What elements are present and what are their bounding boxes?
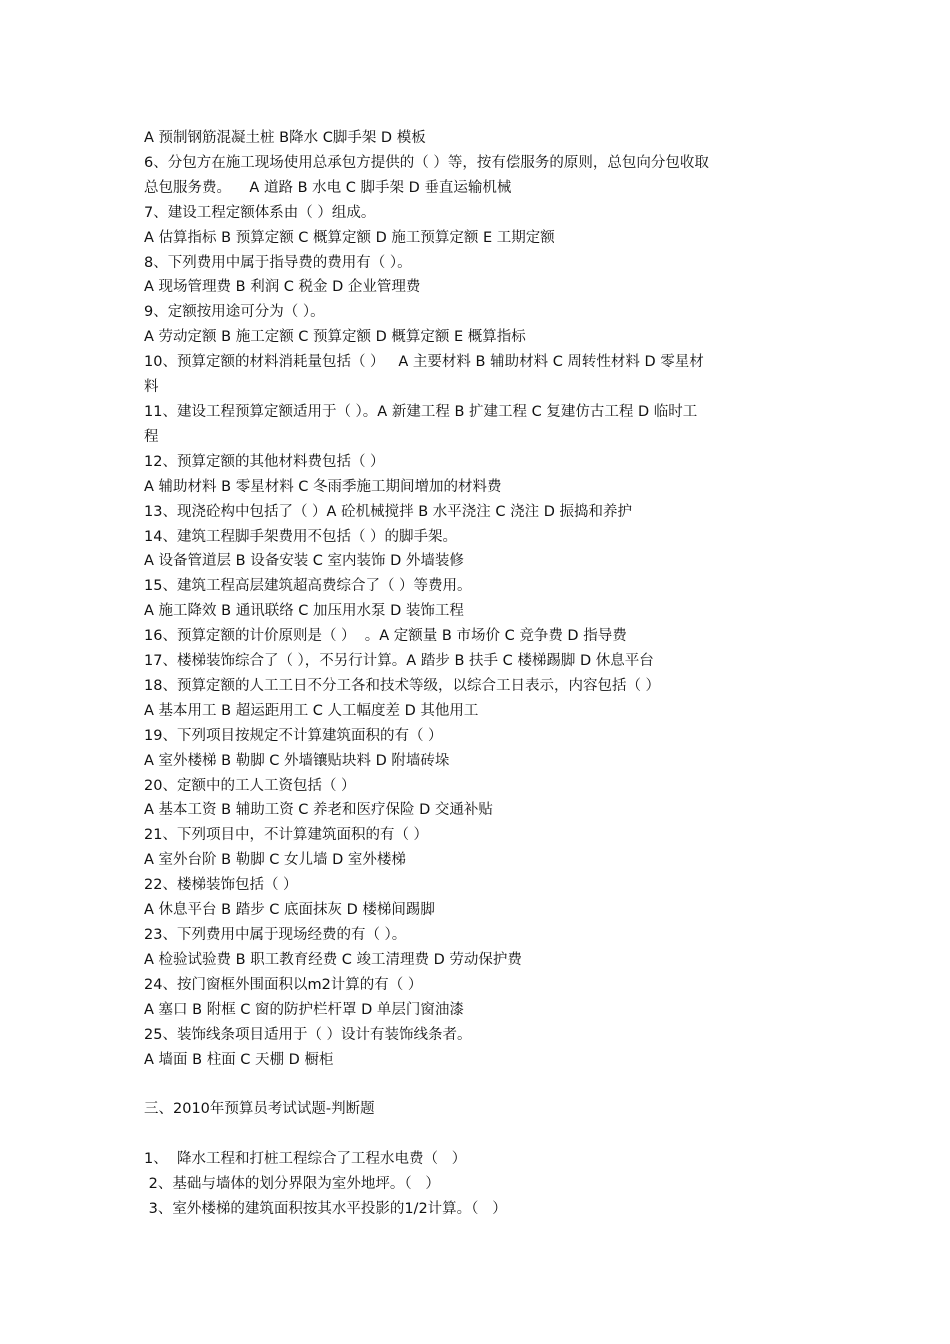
text-line: 17、楼梯装饰综合了（ ），不另行计算。A 踏步 B 扶手 C 楼梯踢脚 D 休息平台 bbox=[144, 653, 654, 670]
text-line: A 现场管理费 B 利润 C 税金 D 企业管理费 bbox=[144, 279, 421, 296]
text-line: 23、下列费用中属于现场经费的有（ ）。 bbox=[144, 927, 407, 943]
text-line: A 预制钢筋混凝土桩 B降水 C脚手架 D 模板 bbox=[144, 130, 426, 146]
text-line: A 设备管道层 B 设备安装 C 室内装饰 D 外墙装修 bbox=[144, 553, 464, 570]
text-line: 12、预算定额的其他材料费包括（ ） bbox=[144, 453, 385, 470]
text-line: 25、装饰线条项目适用于（ ）设计有装饰线条者。 bbox=[144, 1026, 472, 1043]
text-line: A 室外台阶 B 勒脚 C 女儿墙 D 室外楼梯 bbox=[144, 852, 406, 869]
document-body bbox=[144, 126, 804, 1222]
blank-line bbox=[144, 1072, 804, 1097]
text-line: A 塞口 B 附框 C 窗的防护栏杆罩 D 单层门窗油漆 bbox=[144, 1001, 464, 1018]
text-line: A 劳动定额 B 施工定额 C 预算定额 D 概算定额 E 概算指标 bbox=[144, 329, 526, 346]
text-line: A 室外楼梯 B 勒脚 C 外墙镶贴块料 D 附墙砖垛 bbox=[144, 752, 450, 769]
text-line: 16、预算定额的计价原则是（ ） 。A 定额量 B 市场价 C 竞争费 D 指导费 bbox=[144, 628, 627, 645]
text-line: A 辅助材料 B 零星材料 C 冬雨季施工期间增加的材料费 bbox=[144, 478, 502, 495]
text-line: 10、预算定额的材料消耗量包括（ ） A 主要材料 B 辅助材料 C 周转性材料 D 零星材 bbox=[144, 354, 704, 371]
text-line: A 施工降效 B 通讯联络 C 加压用水泵 D 装饰工程 bbox=[144, 603, 464, 620]
text-line: 11、建设工程预算定额适用于（ ）。A 新建工程 B 扩建工程 C 复建仿古工程 D 临时工 bbox=[144, 403, 698, 420]
text-line: A 估算指标 B 预算定额 C 概算定额 D 施工预算定额 E 工期定额 bbox=[144, 229, 555, 246]
text-line: 三、2010年预算员考试试题-判断题 bbox=[144, 1101, 375, 1118]
text-line: A 休息平台 B 踏步 C 底面抹灰 D 楼梯间踢脚 bbox=[144, 902, 435, 919]
text-line: 总包服务费。 A 道路 B 水电 C 脚手架 D 垂直运输机械 bbox=[144, 179, 512, 196]
text-line: 22、楼梯装饰包括（ ） bbox=[144, 877, 298, 894]
text-line: 18、预算定额的人工工日不分工各和技术等级，以综合工日表示，内容包括（ ） bbox=[144, 677, 661, 694]
text-line: A 墙面 B 柱面 C 天棚 D 橱柜 bbox=[144, 1051, 334, 1068]
blank-line bbox=[144, 1122, 804, 1147]
text-line: 程 bbox=[144, 428, 159, 445]
text-line: 2、基础与墙体的划分界限为室外地坪。（ ） bbox=[144, 1176, 440, 1193]
text-line: 20、定额中的工人工资包括（ ） bbox=[144, 777, 356, 794]
text-line: 3、室外楼梯的建筑面积按其水平投影的1/2计算。（ ） bbox=[144, 1200, 507, 1217]
text-line: 6、分包方在施工现场使用总承包方提供的（ ）等，按有偿服务的原则，总包向分包收取 bbox=[144, 154, 709, 171]
text-line: 料 bbox=[144, 379, 159, 396]
text-line: 15、建筑工程高层建筑超高费综合了（ ）等费用。 bbox=[144, 578, 472, 595]
text-line: 7、建设工程定额体系由（ ）组成。 bbox=[144, 204, 376, 221]
text-line: 9、定额按用途可分为（ ）。 bbox=[144, 304, 325, 321]
text-line: 19、下列项目按规定不计算建筑面积的有（ ） bbox=[144, 727, 443, 744]
text-line: 1、 降水工程和打桩工程综合了工程水电费（ ） bbox=[144, 1151, 467, 1168]
text-line: A 检验试验费 B 职工教育经费 C 竣工清理费 D 劳动保护费 bbox=[144, 951, 522, 968]
text-line: A 基本工资 B 辅助工资 C 养老和医疗保险 D 交通补贴 bbox=[144, 802, 493, 819]
text-line: 13、现浇砼构中包括了（ ）A 砼机械搅拌 B 水平浇注 C 浇注 D 振捣和养护 bbox=[144, 503, 632, 520]
text-line: A 基本用工 B 超运距用工 C 人工幅度差 D 其他用工 bbox=[144, 702, 479, 719]
text-line: 21、下列项目中，不计算建筑面积的有（ ） bbox=[144, 827, 429, 844]
text-line: 24、按门窗框外围面积以m2计算的有（ ） bbox=[144, 976, 423, 993]
text-line: 8、下列费用中属于指导费的费用有（ ）。 bbox=[144, 254, 412, 271]
text-line: 14、建筑工程脚手架费用不包括（ ）的脚手架。 bbox=[144, 528, 458, 545]
